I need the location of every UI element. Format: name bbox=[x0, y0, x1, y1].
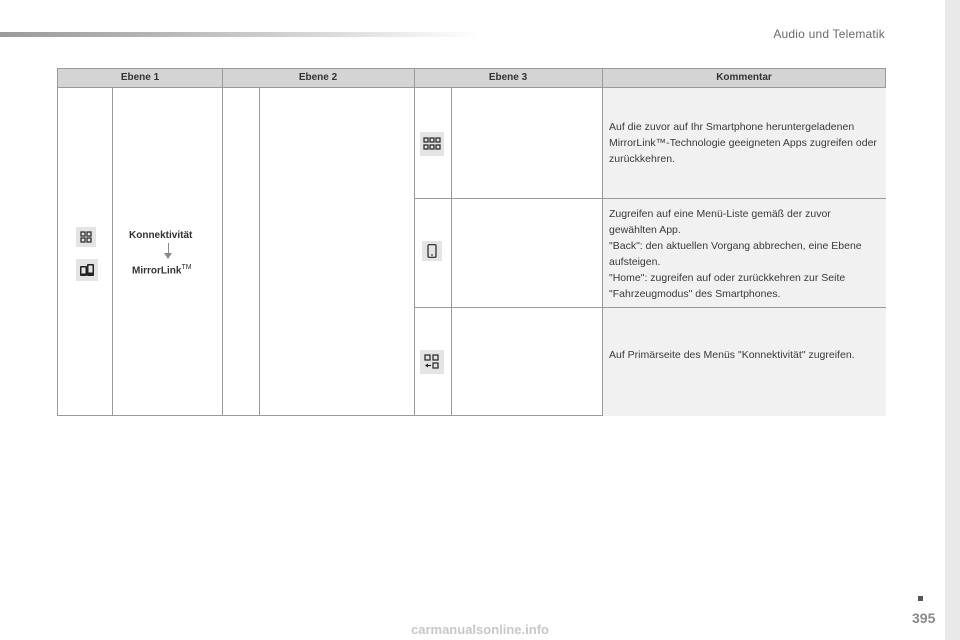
level1-label-connectivity: Konnektivität bbox=[129, 230, 193, 241]
divider bbox=[602, 69, 603, 416]
column-header-level1: Ebene 1 bbox=[120, 72, 160, 83]
divider bbox=[451, 88, 452, 416]
arrow-connector bbox=[168, 243, 169, 253]
column-header-level3: Ebene 3 bbox=[488, 72, 528, 83]
watermark: carmanualsonline.info bbox=[411, 622, 549, 637]
smartphone-icon bbox=[422, 241, 442, 261]
divider bbox=[414, 307, 886, 308]
arrow-down-icon bbox=[164, 253, 172, 259]
section-title: Audio und Telematik bbox=[773, 27, 885, 41]
table-header bbox=[58, 69, 885, 88]
apps-grid-icon bbox=[420, 132, 444, 156]
column-header-level2: Ebene 2 bbox=[298, 72, 338, 83]
menu-table bbox=[57, 68, 886, 416]
divider bbox=[222, 69, 223, 416]
level1-label-mirrorlink: MirrorLink™ bbox=[132, 264, 192, 277]
connectivity-grid-icon bbox=[76, 227, 96, 247]
divider bbox=[259, 88, 260, 416]
page-number: 395 bbox=[912, 610, 936, 626]
comment-line: "Home": zugreifen auf oder zurückkehren zur Seite "Fahrzeugmodus" des Smartphones. bbox=[609, 272, 846, 300]
comment-apps: Auf die zuvor auf Ihr Smartphone heruntergeladenen MirrorLink™-Technologie geeigneten Apps zugreifen oder zurückkehren. bbox=[609, 121, 877, 165]
comment-line: Zugreifen auf eine Menü-Liste gemäß der zuvor gewählten App. bbox=[609, 208, 831, 236]
column-header-comment: Kommentar bbox=[716, 72, 772, 83]
divider bbox=[112, 88, 113, 416]
back-to-menu-icon bbox=[420, 350, 444, 374]
divider bbox=[414, 198, 886, 199]
page-edge-strip bbox=[945, 0, 960, 640]
page-marker bbox=[918, 596, 923, 601]
comment-line: "Back": den aktuellen Vorgang abbrechen, eine Ebene aufsteigen. bbox=[609, 240, 862, 268]
comment-menu-list bbox=[609, 206, 879, 302]
trademark-mark: TM bbox=[181, 264, 192, 271]
comment-primary-page: Auf Primärseite des Menüs "Konnektivität" zugreifen. bbox=[609, 349, 855, 361]
divider bbox=[414, 69, 415, 416]
mirrorlink-phone-icon bbox=[76, 259, 98, 281]
header-gradient-bar bbox=[0, 32, 480, 37]
